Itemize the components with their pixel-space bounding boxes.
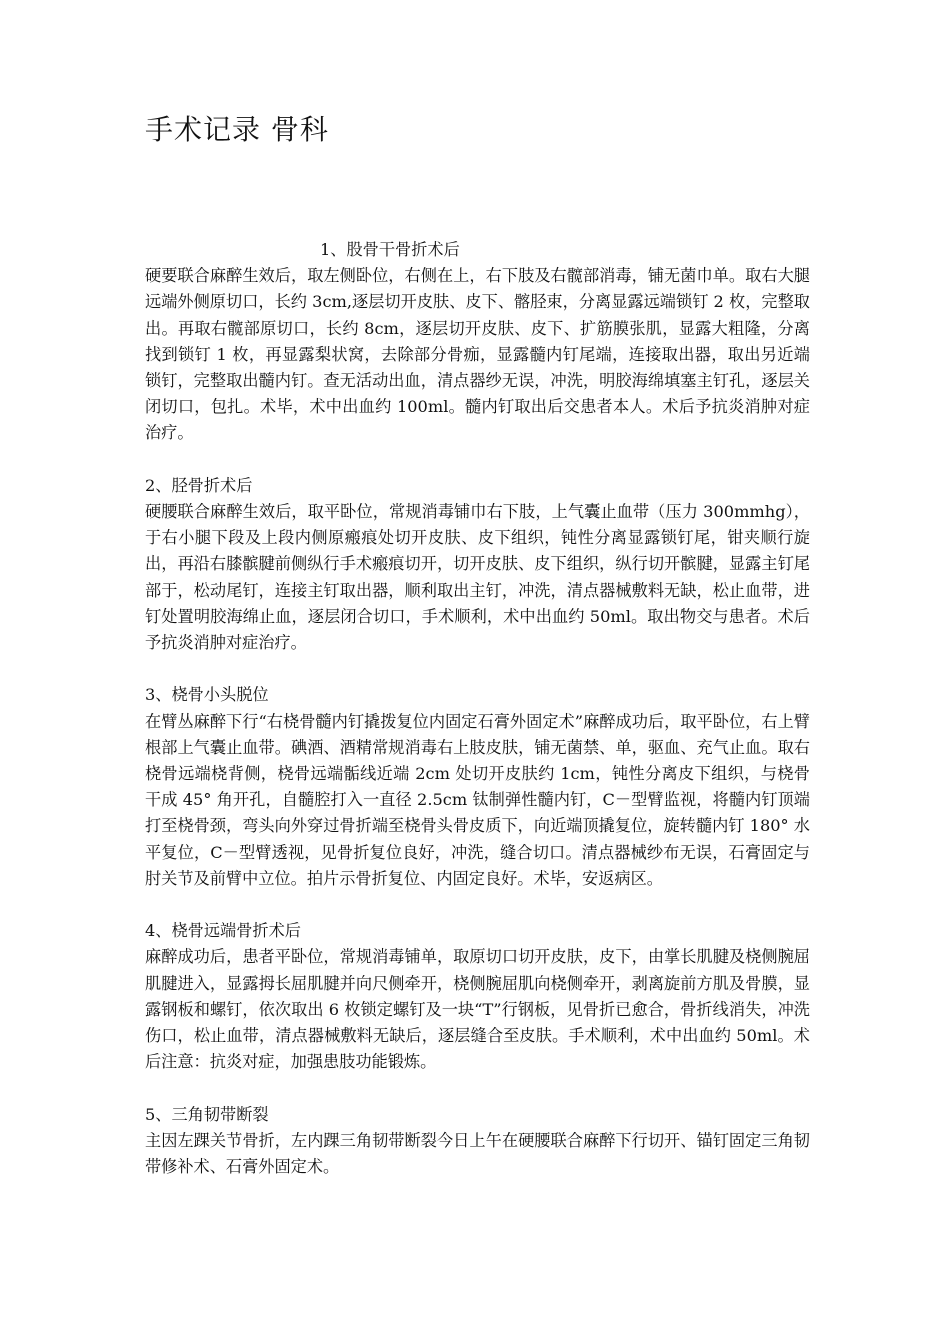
section-body: 硬腰联合麻醉生效后，取平卧位，常规消毒铺巾右下肢，上气囊止血带（压力 300mmhg），于右小腿下段及上段内侧原瘢痕处切开皮肤、皮下组织，钝性分离显露锁钉尾，钳夹顺行旋出，再沿右膝髌腱前侧纵行手术瘢痕切开，切开皮肤、皮下组织，纵行切开髌腱，显露主钉尾部于，松动尾钉，连接主钉取出器，顺利取出主钉，冲洗，清点器械敷料无缺，松止血带，进钉处置明胶海绵止血，逐层闭合切口，手术顺利，术中出血约 50ml。取出物交与患者。术后予抗炎消肿对症治疗。 <box>145 502 810 653</box>
document-content <box>145 237 810 1180</box>
section-deltoid-ligament-rupture <box>145 1102 810 1181</box>
section-heading: 2、胫骨折术后 <box>145 475 253 495</box>
section-heading: 4、桡骨远端骨折术后 <box>145 921 301 941</box>
paragraph-spacer <box>145 1075 810 1101</box>
section-body: 麻醉成功后，患者平卧位，常规消毒铺单，取原切口切开皮肤，皮下，由掌长肌腱及桡侧腕屈肌腱进入，显露拇长屈肌腱并向尺侧牵开，桡侧腕屈肌向桡侧牵开，剥离旋前方肌及骨膜，显露钢板和螺钉，依次取出 6 枚锁定螺钉及一块“T”行钢板，见骨折已愈合，骨折线消失，冲洗伤口，松止血带，清点器械敷料无缺后，逐层缝合至皮肤。手术顺利，术中出血约 50ml。术后注意：抗炎对症，加强患肢功能锻炼。 <box>145 947 810 1072</box>
paragraph-spacer <box>145 656 810 682</box>
section-body: 硬要联合麻醉生效后，取左侧卧位，右侧在上，右下肢及右髋部消毒，铺无菌巾单。取右大腿远端外侧原切口，长约 3cm,逐层切开皮肤、皮下、髂胫束，分离显露远端锁钉 2 枚，完整取出。再取右髋部原切口，长约 8cm，逐层切开皮肤、皮下、扩筋膜张肌，显露大粗隆，分离找到锁钉 1 枚，再显露梨状窝，去除部分骨痂，显露髓内钉尾端，连接取出器，取出另近端锁钉，完整取出髓内钉。查无活动出血，清点器纱无误，冲洗，明胶海绵填塞主钉孔，逐层关闭切口，包扎。术毕，术中出血约 100ml。髓内钉取出后交患者本人。术后予抗炎消肿对症治疗。 <box>145 266 810 443</box>
paragraph-spacer <box>145 447 810 473</box>
section-heading: 5、三角韧带断裂 <box>145 1104 269 1124</box>
section-distal-radius-fracture <box>145 918 810 1075</box>
section-heading: 3、桡骨小头脱位 <box>145 685 269 705</box>
section-heading: 1、股骨干骨折术后 <box>320 240 460 259</box>
section-body: 在臂丛麻醉下行“右桡骨髓内钉撬拨复位内固定石膏外固定术”麻醉成功后，取平卧位，右上臂根部上气囊止血带。碘酒、酒精常规消毒右上肢皮肤，铺无菌禁、单，驱血、充气止血。取右桡骨远端桡背侧，桡骨远端骺线近端 2cm 处切开皮肤约 1cm，钝性分离皮下组织，与桡骨干成 45° 角开孔，自髓腔打入一直径 2.5cm 钛制弹性髓内钉，C－型臂监视，将髓内钉顶端打至桡骨颈，弯头向外穿过骨折端至桡骨头骨皮质下，向近端顶撬复位，旋转髓内钉 180° 水平复位，C－型臂透视，见骨折复位良好，冲洗，缝合切口。清点器械纱布无误，石膏固定与肘关节及前臂中立位。拍片示骨折复位、内固定良好。术毕，安返病区。 <box>145 711 810 888</box>
section-femoral-shaft-fracture <box>145 237 810 447</box>
section-tibia-fracture <box>145 473 810 656</box>
paragraph-spacer <box>145 892 810 918</box>
section-radial-head-dislocation <box>145 682 810 892</box>
section-body: 主因左踝关节骨折，左内踝三角韧带断裂今日上午在硬腰联合麻醉下行切开、锚钉固定三角韧带修补术、石膏外固定术。 <box>145 1130 810 1177</box>
document-title: 手术记录 骨科 <box>145 113 329 146</box>
